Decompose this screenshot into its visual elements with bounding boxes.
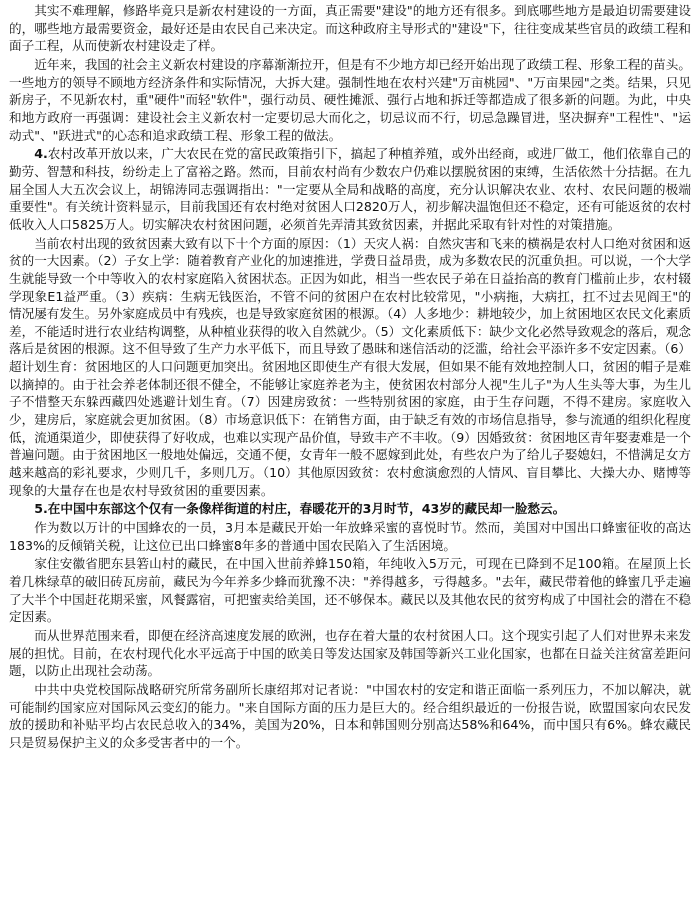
item-number: 4.	[34, 146, 48, 162]
paragraph-3-numbered	[9, 145, 691, 233]
paragraph-6: 作为数以万计的中国蜂农的一员，3月本是藏民开始一年放蜂采蜜的喜悦时节。然而，美国对中国出口蜂蜜征收的高达183%的反倾销关税，让这位已出口蜂蜜8年多的普通中国农民陷入了生活困境。	[9, 520, 691, 553]
paragraph-4: 当前农村出现的致贫因素大致有以下十个方面的原因：（1）天灾人祸：自然灾害和飞来的横祸是农村人口绝对贫困和返贫的一大因素。（2）子女上学：随着教育产业化的加速推进，学费日益昂贵，成为多数农民的沉重负担。可以说，一个大学生就能导致一个中等收入的农村家庭陷入贫困状态。正因为如此，相当一些农民子弟在日益抬高的教育门槛前止步，农村辍学现象E1益严重。（3）疾病：生病无钱医治，不管不问的贫困户在农村比较常见，"小病拖，大病扛，扛不过去见阎王"的情况屡有发生。另外家庭成员中有残疾，也是导致家庭贫困的根源。（4）人多地少：耕地较少，加上贫困地区农民文化素质差，不能适时进行农业结构调整，从种植业获得的收入自然就少。（5）文化素质低下：缺少文化必然导致观念的落后，观念落后是贫困的根源。这不但导致了生产力水平低下，而且导致了愚昧和迷信活动的泛滥，给社会平添许多不安定因素。（6）超计划生育：贫困地区的人口问题更加突出。贫困地区即使生产有很大发展，但如果不能有效地控制人口，贫困的帽子是难以摘掉的。由于社会养老体制还很不健全，不能够让家庭养老为主，使贫困农村部分人视"生儿子"为人生头等大事，为生儿子不惜整天东躲西藏四处逃避计划生育。（7）因建房致贫：一些特别贫困的家庭，由于生存问题，不得不建房。家庭收入少，建房后，家庭就会更加贫困。（8）市场意识低下：在销售方面，由于缺乏有效的市场信息指导，参与流通的组织化程度低，流通渠道少，即使获得了好收成，也难以实现产品价值，导致丰产不丰收。（9）因婚致贫：贫困地区青年娶妻难是一个普遍问题。由于贫困地区一般地处偏远，交通不便，女青年一般不愿嫁到此处，有些农户为了给儿子娶媳妇，不惜满足女方越来越高的彩礼要求，少则几千，多则几万。（10）其他原因致贫：农村愈演愈烈的人情风、盲目攀比、大操大办、赌博等现象的大量存在也是农村导致贫困的重要因素。	[9, 235, 691, 498]
paragraph-2: 近年来，我国的社会主义新农村建设的序幕渐渐拉开，但是有不少地方却已经开始出现了政绩工程、形象工程的苗头。一些地方的领导不顾地方经济条件和实际情况，大拆大建。强制性地在农村兴建"万亩桃园"、"万亩果园"之类。结果，只见新房子，不见新农村，重"硬件"而轻"软件"，强行动员、硬性摊派、强行占地和拆迁等都造成了很多新的问题。为此，中央和地方政府一再强调：建设社会主义新农村一定要切忌大而化之，切忌议而不行，切忌急躁冒进，坚决摒弃"工程性"、"运动式"、"跃进式"的心态和追求政绩工程、形象工程的做法。	[9, 56, 691, 143]
paragraph-1: 其实不难理解，修路毕竟只是新农村建设的一方面，真正需要"建设"的地方还有很多。到底哪些地方是最迫切需要建设的，哪些地方最需要资金，最好还是由农民自己来决定。而这种政府主导形式的"建设"下，往往变成某些官员的政绩工程和面子工程，从而使新农村建设走了样。	[9, 3, 691, 54]
paragraph-5-numbered	[9, 500, 691, 518]
paragraph-9: 中共中央党校国际战略研究所常务副所长康绍邦对记者说："中国农村的安定和谐正面临一系列压力，不加以解决，就可能制约国家应对国际风云变幻的能力。"来自国际方面的压力是巨大的。经合组织最近的一份报告说，欧盟国家向农民发放的援助和补贴平均占农民总收入的34%，美国为20%，日本和韩国则分别高达58%和64%，而中国只有6%。蜂农藏民只是贸易保护主义的众多受害者中的一个。	[9, 681, 691, 750]
item-number: 5.	[34, 501, 48, 517]
paragraph-7: 家住安徽省肥东县箬山村的藏民，在中国入世前养蜂150箱，年纯收入5万元，可现在已降到不足100箱。在屋顶上长着几株绿草的破旧砖瓦房前，藏民为今年养多少蜂而犹豫不决："养得越多，亏得越多。"去年，藏民带着他的蜂蜜几乎走遍了大半个中国赶花期采蜜，风餐露宿，可把蜜卖给美国，还不够保本。藏民以及其他农民的贫穷构成了中国社会的潜在不稳定因素。	[9, 556, 691, 625]
paragraph-3-text: 农村改革开放以来，广大农民在党的富民政策指引下，搞起了种植养殖，或外出经商，或进厂做工，他们依靠自己的勤劳、智慧和科技，纷纷走上了富裕之路。然而，目前农村尚有少数农户仍难以摆脱贫困的束缚，生活依然十分拮据。在九届全国人大五次会议上，胡锦涛同志强调指出："一定要从全局和战略的高度，充分认识解决农业、农村、农民问题的极端重要性"。有关统计资料显示，目前我国还有农村绝对贫困人口2820万人，初步解决温饱但还不稳定，还有可能返贫的农村低收入人口5825万人。切实解决农村贫困问题，必须首先弄清其致贫因素，并据此采取有针对性的对策措施。	[9, 146, 691, 232]
paragraph-5-text: 在中国中东部这个仅有一条像样街道的村庄，春暖花开的3月时节，43岁的藏民却一脸愁云。	[47, 501, 566, 517]
paragraph-8: 而从世界范围来看，即便在经济高速度发展的欧洲，也存在着大量的农村贫困人口。这个现实引起了人们对世界未来发展的担忧。目前，在农村现代化水平远高于中国的欧美日等发达国家及韩国等新兴工业化国家，也都在日益关注贫富差距问题，以防止出现社会动荡。	[9, 627, 691, 679]
